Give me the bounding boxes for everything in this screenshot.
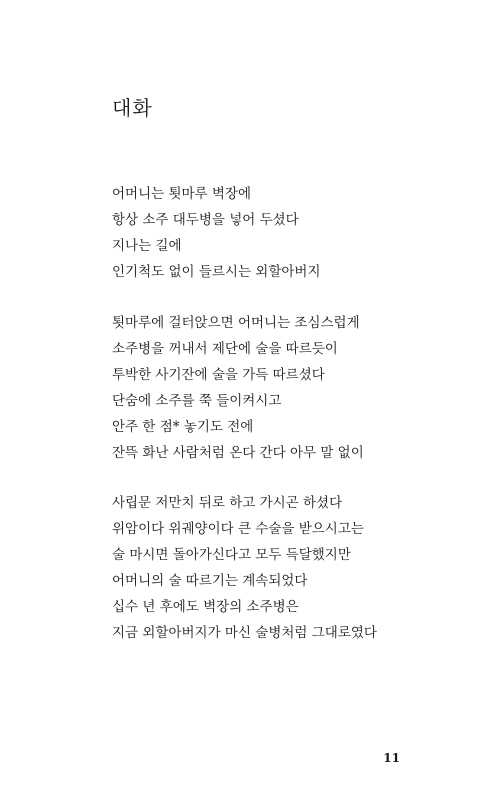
stanza-2 — [112, 310, 364, 466]
poem-line: 안주 한 점* 놓기도 전에 — [112, 419, 254, 435]
poem-line: 툇마루에 걸터앉으면 어머니는 조심스럽게 — [112, 315, 360, 331]
poem-line: 잔뜩 화난 사람처럼 온다 간다 아무 말 없이 — [112, 445, 364, 461]
stanza-3 — [112, 490, 377, 646]
poem-line: 단숨에 소주를 쭉 들이켜시고 — [112, 393, 282, 409]
poem-line: 항상 소주 대두병을 넣어 두셨다 — [112, 212, 299, 228]
stanza-1 — [112, 181, 321, 285]
poem-line: 어머니는 툇마루 벽장에 — [112, 186, 251, 202]
poem-line: 술 마시면 돌아가신다고 모두 득달했지만 — [112, 547, 351, 563]
poem-line: 십수 년 후에도 벽장의 소주병은 — [112, 599, 299, 615]
poem-line: 지금 외할아버지가 마신 술병처럼 그대로였다 — [112, 625, 377, 641]
poem-line: 소주병을 꺼내서 제단에 술을 따르듯이 — [112, 341, 338, 357]
poem-line: 위암이다 위궤양이다 큰 수술을 받으시고는 — [112, 521, 364, 537]
poem-title: 대화 — [112, 96, 153, 120]
page-number: 11 — [383, 751, 400, 765]
poem-line: 사립문 저만치 뒤로 하고 가시곤 하셨다 — [112, 495, 343, 511]
poem-line: 투박한 사기잔에 술을 가득 따르셨다 — [112, 367, 325, 383]
poem-line: 인기척도 없이 들르시는 외할아버지 — [112, 264, 321, 280]
poem-line: 지나는 길에 — [112, 238, 182, 254]
poem-line: 어머니의 술 따르기는 계속되었다 — [112, 573, 308, 589]
